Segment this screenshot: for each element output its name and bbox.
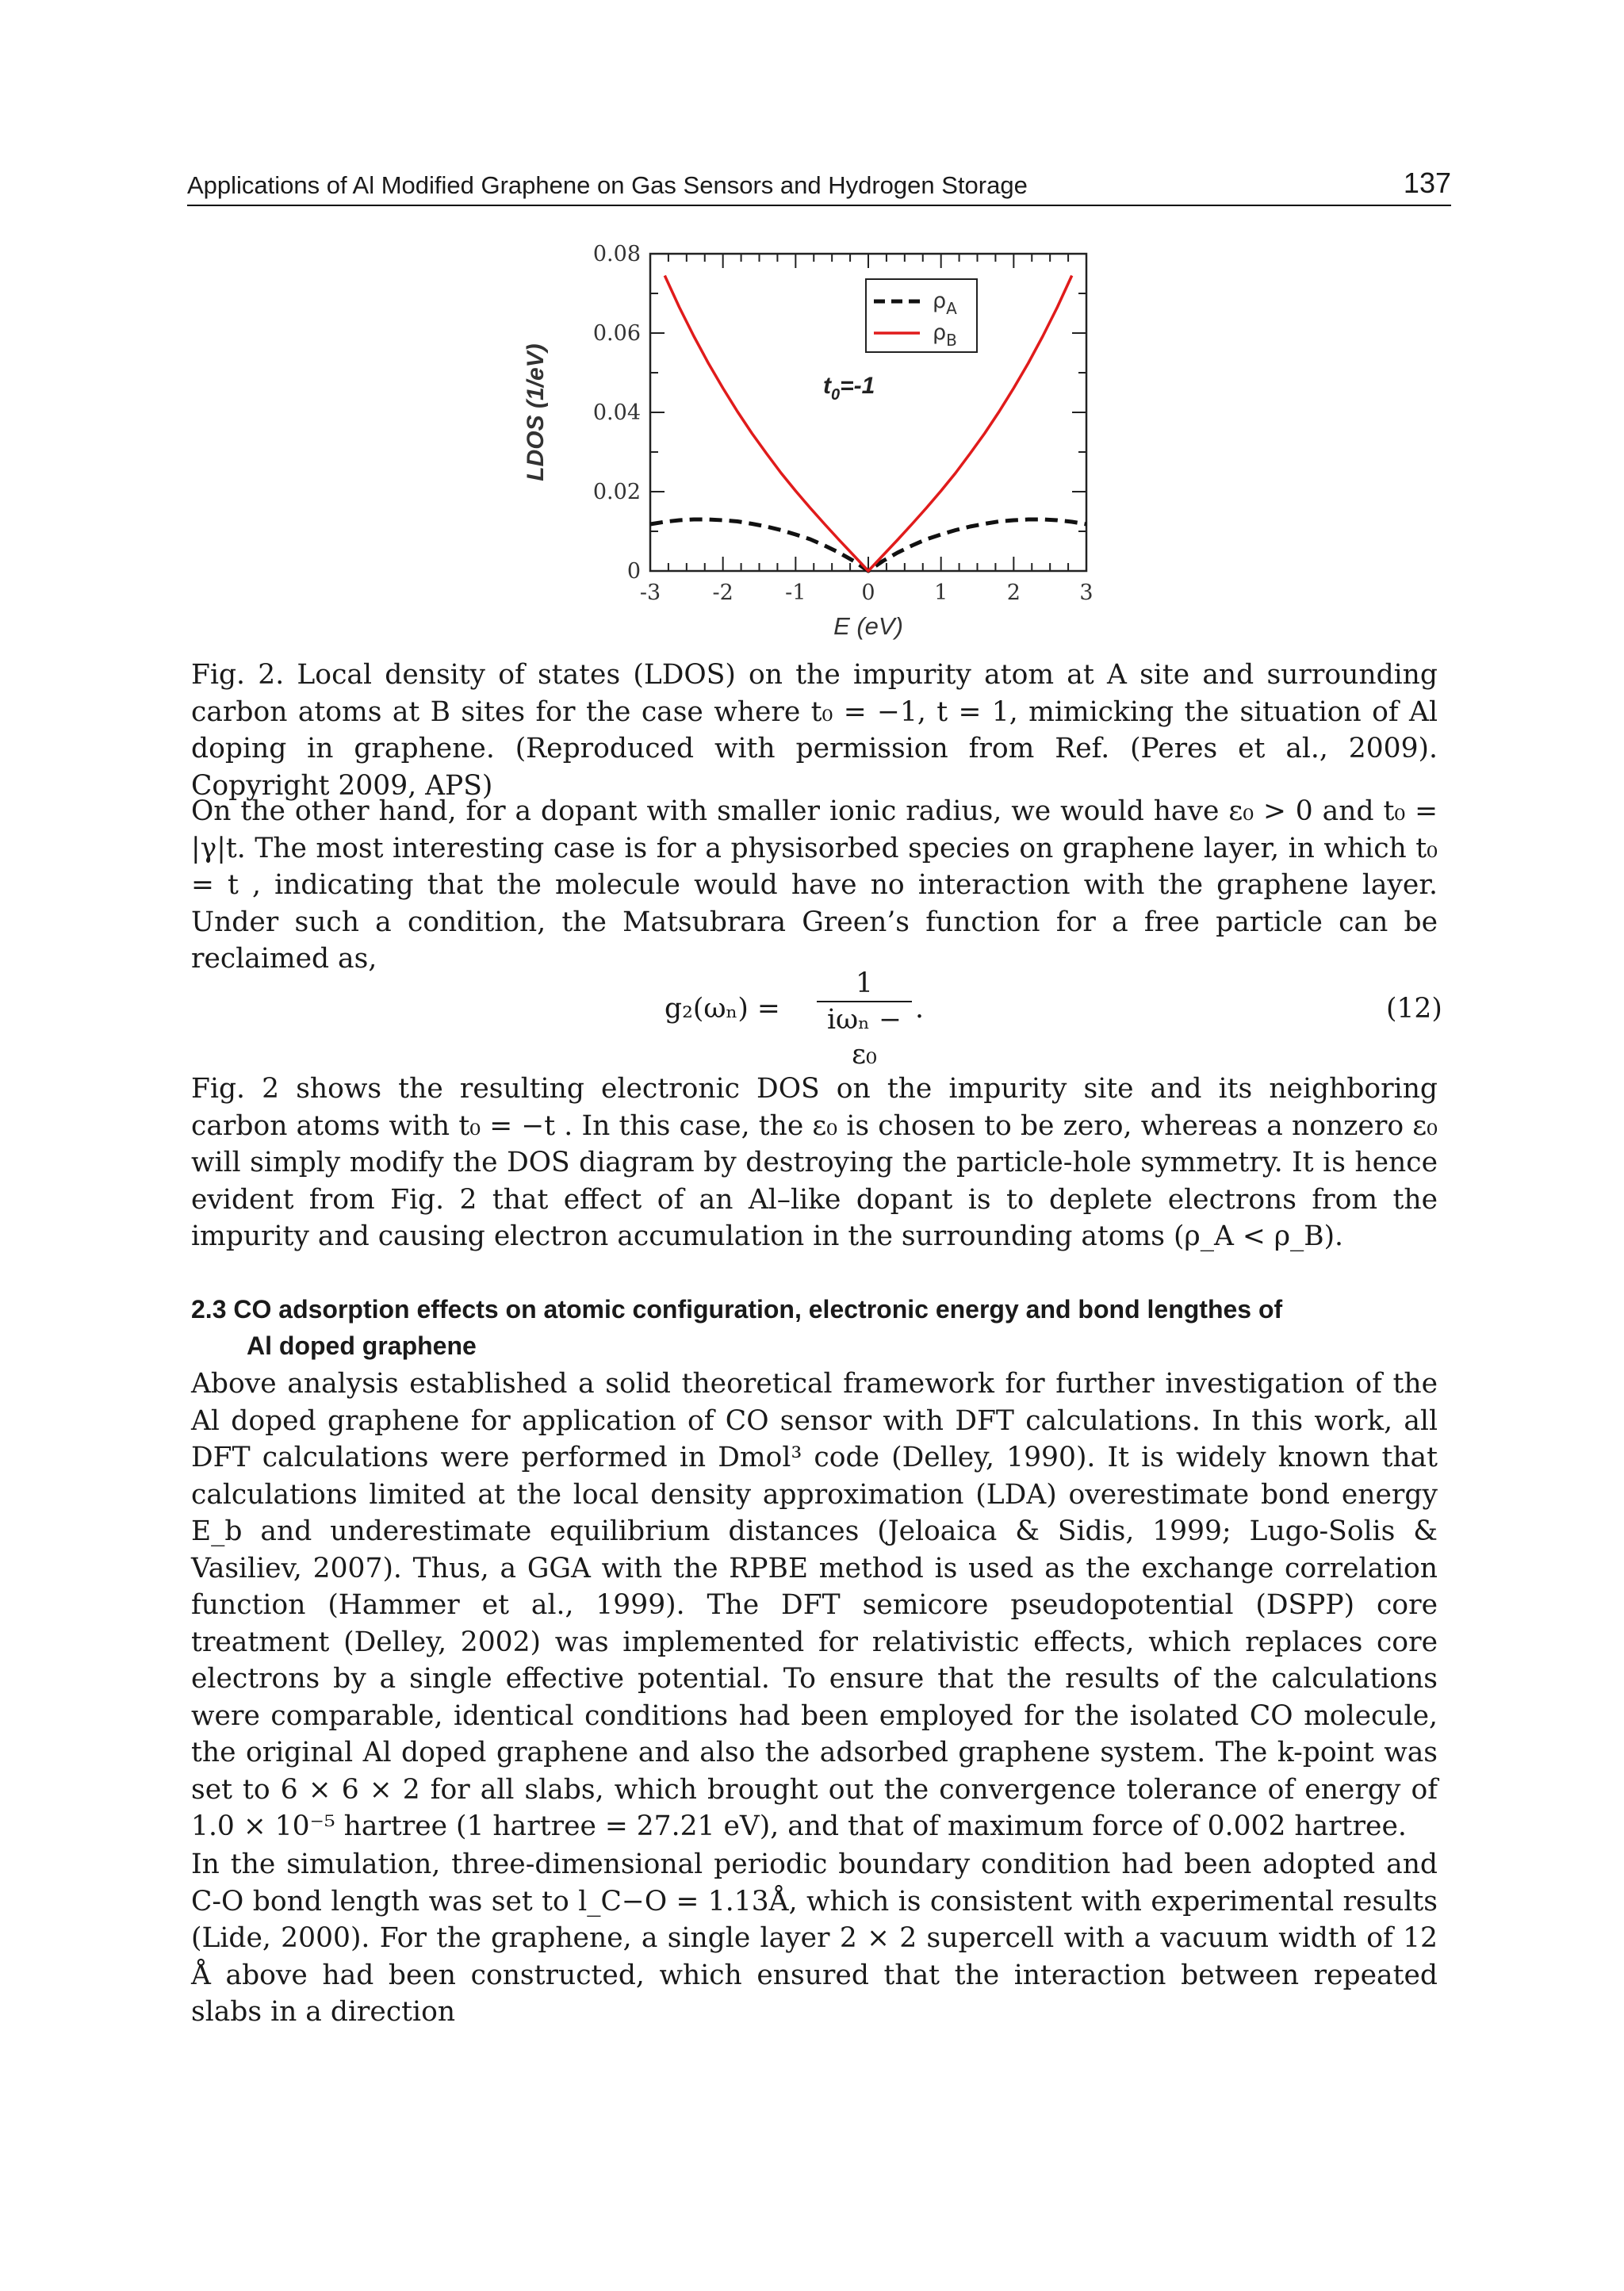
- equation-number: (12): [1386, 993, 1442, 1025]
- legend-label-a: $\rho_A$: [933, 289, 957, 318]
- x-tick-label: 0: [861, 580, 875, 605]
- ldos-chart-svg: [508, 235, 1110, 647]
- running-head: [187, 165, 1451, 206]
- equation-numerator: 1: [856, 967, 873, 999]
- paragraph-2-text: Fig. 2 shows the resulting electronic DOS on the impurity site and its neighboring carbon atoms with t₀ = −t . In this case, the ε₀ is chosen to be zero, whereas a nonzero ε₀ will simply modify the DOS diagram by destroying the particle-hole symmetry. It is hence evident from Fig. 2 that effect of an Al–like dopant is to deplete electrons from the impurity and causing electron accumulation in the surrounding atoms (ρ_A < ρ_B).: [191, 1073, 1438, 1252]
- x-tick-label: -3: [639, 580, 661, 605]
- legend-box: [866, 279, 977, 352]
- x-tick-label: -1: [785, 580, 806, 605]
- equation-fraction: [817, 966, 912, 1071]
- y-tick-label: 0: [626, 559, 641, 584]
- x-tick-label: -2: [712, 580, 733, 605]
- y-axis-label: LDOS (1/eV): [523, 343, 549, 481]
- equation-denominator: iωₙ − ε₀: [827, 1004, 902, 1071]
- paragraph-2: [191, 1071, 1438, 1255]
- y-tick-label: 0.06: [592, 321, 641, 346]
- paragraph-1-text: On the other hand, for a dopant with smaller ionic radius, we would have ε₀ > 0 and t₀ = |γ|t. The most interesting case is for a physisorbed species on graphene layer, in which t₀ = t , indicating that the molecule would have no interaction with the graphene layer. Under such a condition, the Matsubrara Green’s function for a free particle can be reclaimed as,: [191, 795, 1438, 975]
- paragraph-3: [191, 1366, 1438, 1845]
- caption-text: Fig. 2. Local density of states (LDOS) on the impurity atom at A site and surrounding carbon atoms at B sites for the case where t₀ = −1, t = 1, mimicking the situation of Al doping in graphene. (Reproduced with permission from Ref. (Peres et al., 2009). Copyright 2009, APS): [191, 659, 1438, 802]
- paragraph-3-text: Above analysis established a solid theoretical framework for further investigation of the Al doped graphene for application of CO sensor with DFT calculations. In this work, all DFT calculations were performed in Dmol³ code (Delley, 1990). It is widely known that calculations limited at the local density approximation (LDA) overestimate bond energy E_b and underestimate equilibrium distances (Jeloaica & Sidis, 1999; Lugo-Solis & Vasiliev, 2007). Thus, a GGA with the RPBE method is used as the exchange correlation function (Hammer et al., 1999). The DFT semicore pseudopotential (DSPP) core treatment (Delley, 2002) was implemented for relativistic effects, which replaces core electrons by a single effective potential. To ensure that the results of the calculations were comparable, identical conditions had been employed for the isolated CO molecule, the original Al doped graphene and also the adsorbed graphene system. The k-point was set to 6 × 6 × 2 for all slabs, which brought out the convergence tolerance of energy of 1.0 × 10⁻⁵ hartree (1 hartree = 27.21 eV), and that of maximum force of 0.002 hartree.: [191, 1368, 1438, 1842]
- figure-ldos-chart: [508, 235, 1110, 647]
- page-number: 137: [1403, 167, 1451, 199]
- x-tick-label: 1: [934, 580, 948, 605]
- equation-period: .: [915, 993, 924, 1025]
- y-tick-label: 0.02: [592, 480, 641, 504]
- section-heading: [191, 1291, 1438, 1364]
- equation-12: [0, 966, 1624, 1071]
- x-tick-label: 3: [1079, 580, 1094, 605]
- chart-annotation: $t_0=-1$: [823, 373, 875, 404]
- paragraph-4-text: In the simulation, three-dimensional periodic boundary condition had been adopted and C-O bond length was set to l_C−O = 1.13Å, which is consistent with experimental results (Lide, 2000). For the graphene, a single layer 2 × 2 supercell with a vacuum width of 12 Å above had been constructed, which ensured that the interaction between repeated slabs in a direction: [191, 1849, 1438, 2028]
- y-tick-label: 0.04: [592, 400, 641, 425]
- running-title: Applications of Al Modified Graphene on Gas Sensors and Hydrogen Storage: [187, 171, 1028, 199]
- paragraph-1: [191, 793, 1438, 978]
- equation-lhs: g₂(ωₙ) =: [665, 993, 780, 1025]
- x-tick-label: 2: [1006, 580, 1021, 605]
- section-heading-line-1: 2.3 CO adsorption effects on atomic configuration, electronic energy and bond lengthes of: [191, 1295, 1283, 1324]
- legend-label-b: $\rho_B$: [933, 320, 957, 350]
- y-tick-label: 0.08: [592, 242, 641, 266]
- paragraph-4: [191, 1846, 1438, 2031]
- x-axis-label: E (eV): [833, 612, 903, 640]
- section-heading-line-2: Al doped graphene: [247, 1331, 477, 1360]
- figure-caption: [191, 657, 1438, 804]
